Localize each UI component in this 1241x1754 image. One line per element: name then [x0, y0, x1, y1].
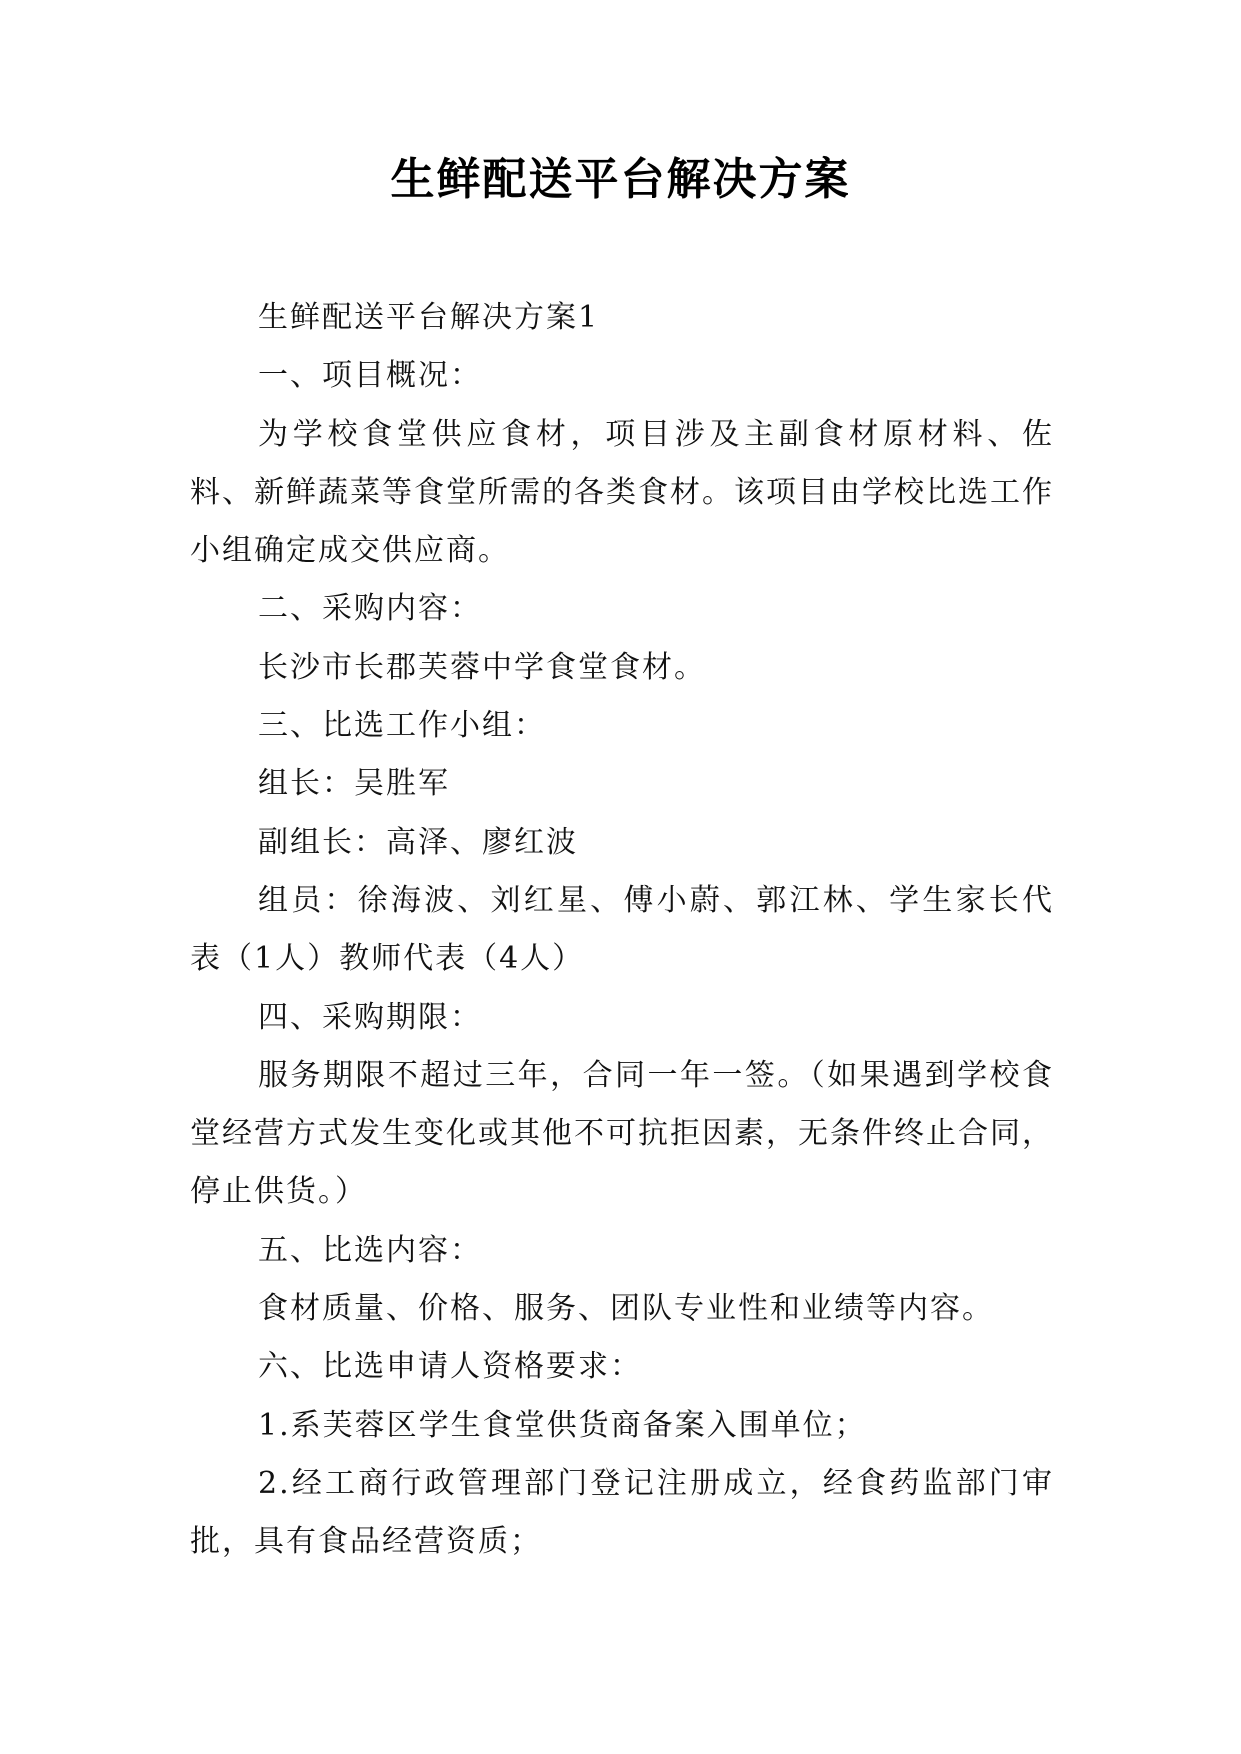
paragraph-procurement: 长沙市长郡芙蓉中学食堂食材。 — [258, 649, 706, 685]
item-heading-requirements: 六、比选申请人资格要求： — [258, 1349, 642, 1385]
paragraph-requirement-1: 1.系芙蓉区学生食堂供货商备案入围单位； — [258, 1407, 867, 1443]
paragraph-members: 组员：徐海波、刘红星、傅小蔚、郭江林、学生家长代表（1人）教师代表（4人） — [190, 882, 1054, 977]
item-heading-procurement: 二、采购内容： — [258, 591, 482, 627]
paragraph-deputy-leader: 副组长：高泽、廖红波 — [258, 824, 578, 860]
paragraph-overview: 为学校食堂供应食材，项目涉及主副食材原材料、佐料、新鲜蔬菜等食堂所需的各类食材。该项目由学校比选工作小组确定成交供应商。 — [190, 416, 1054, 569]
item-heading-group: 三、比选工作小组： — [258, 708, 546, 744]
item-heading-content: 五、比选内容： — [258, 1232, 482, 1268]
document-body — [190, 289, 1054, 1572]
item-heading-term: 四、采购期限： — [258, 999, 482, 1035]
paragraph-requirement-2: 2.经工商行政管理部门登记注册成立，经食药监部门审批，具有食品经营资质； — [190, 1465, 1054, 1560]
section-heading: 生鲜配送平台解决方案1 — [258, 300, 600, 335]
paragraph-content: 食材质量、价格、服务、团队专业性和业绩等内容。 — [258, 1291, 994, 1327]
document-title: 生鲜配送平台解决方案 — [390, 154, 851, 205]
item-heading-overview: 一、项目概况： — [258, 358, 482, 394]
paragraph-term: 服务期限不超过三年，合同一年一签。（如果遇到学校食堂经营方式发生变化或其他不可抗拒因素，无条件终止合同，停止供货。） — [190, 1057, 1054, 1210]
paragraph-group-leader: 组长：吴胜军 — [258, 766, 450, 802]
